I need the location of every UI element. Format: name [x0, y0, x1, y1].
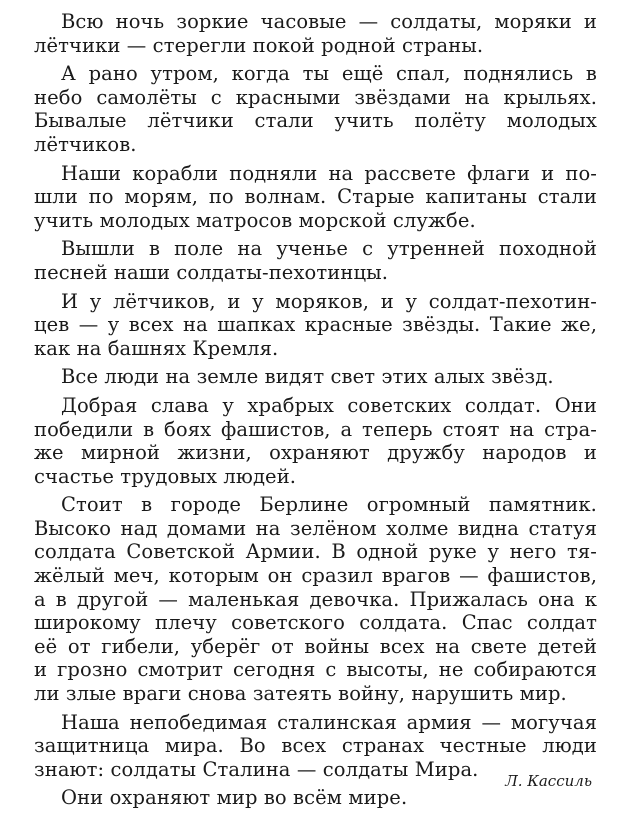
text-line: солдата Советской Армии. В одной руке у него тя- [34, 540, 597, 564]
text-line: Всю ночь зоркие часовые — солдаты, моряки и [61, 10, 597, 33]
paragraph-1 [34, 10, 597, 57]
text-line: же мирной жизни, охраняют дружбу народов и [34, 441, 597, 465]
paragraph-7 [34, 394, 597, 488]
text-line: И у лётчиков, и у моряков, и у солдат-пехотин- [61, 289, 597, 313]
paragraph-5 [34, 290, 597, 361]
text-line: лётчики — стерегли покой родной страны. [34, 33, 484, 57]
text-line: Бывалые лётчики стали учить полёту молодых [34, 109, 597, 133]
text-line: Они охраняют мир во всём мире. [61, 786, 408, 810]
text-line: знают: солдаты Сталина — солдаты Мира. [34, 757, 479, 781]
paragraph-6 [34, 365, 597, 389]
text-line: Наши корабли подняли на рассвете флаги и по- [61, 161, 597, 185]
text-line: Наша непобедимая сталинская армия — могучая [61, 710, 597, 734]
paragraph-8 [34, 493, 597, 705]
paragraph-3 [34, 162, 597, 233]
text-line: а в другой — маленькая девочка. Прижалась она к [34, 587, 597, 611]
text-line: защитница мира. Во всех странах честные люди [34, 734, 597, 758]
text-line: А рано утром, когда ты ещё спал, поднялись в [61, 62, 597, 86]
text-line: и грозно смотрит сегодня с высоты, не собираются [34, 658, 597, 682]
text-line: небо самолёты с красными звёздами на крыльях. [34, 85, 597, 109]
text-line: победили в боях фашистов, а теперь стоят на стра- [34, 417, 597, 441]
text-line: счастье трудовых людей. [34, 464, 297, 488]
author-signature: Л. Кассиль [505, 772, 592, 790]
text-line: цев — у всех на шапках красные звёзды. Такие же, [34, 313, 597, 337]
paragraph-9 [34, 711, 597, 782]
text-line: Стоит в городе Берлине огромный памятник. [61, 493, 597, 517]
text-line: песней наши солдаты-пехотинцы. [34, 260, 389, 284]
text-line: как на башнях Кремля. [34, 336, 279, 360]
text-line: жёлый меч, которым он сразил врагов — фашистов, [34, 564, 597, 588]
text-line: Высоко над домами на зелёном холме видна статуя [34, 516, 597, 540]
text-line: её от гибели, уберёг от войны всех на свете детей [34, 634, 597, 658]
paragraph-2 [34, 62, 597, 156]
text-line: Все люди на земле видят свет этих алых звёзд. [61, 365, 554, 389]
text-line: лётчиков. [34, 132, 137, 156]
text-line: широкому плечу советского солдата. Спас солдат [34, 611, 597, 635]
text-line: ли злые враги снова затеять войну, нарушить мир. [34, 682, 567, 706]
story-text [34, 10, 597, 815]
text-line: учить молодых матросов морской службе. [34, 208, 476, 232]
text-line: шли по морям, по волнам. Старые капитаны стали [34, 185, 597, 209]
text-line: Добрая слава у храбрых советских солдат. Они [61, 393, 597, 417]
paragraph-4 [34, 237, 597, 284]
text-line: Вышли в поле на ученье с утренней походной [61, 237, 597, 261]
